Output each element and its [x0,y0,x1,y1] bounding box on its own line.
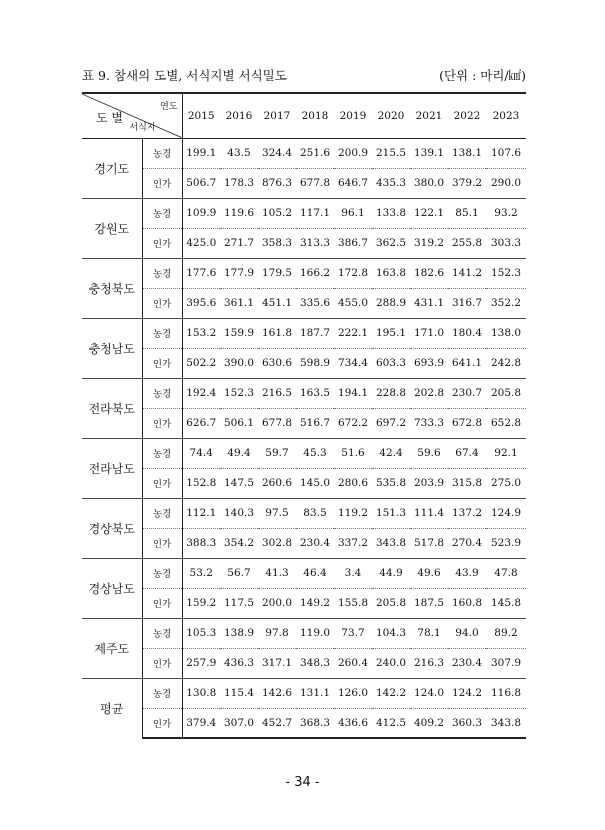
habitat-type: 농경 [142,618,182,648]
density-value: 145.8 [486,588,526,618]
density-value: 141.2 [448,258,486,288]
table-row [82,198,526,228]
density-value: 112.1 [182,498,220,528]
density-value: 124.0 [410,678,448,708]
density-value: 44.9 [372,558,410,588]
density-value: 116.8 [486,678,526,708]
density-value: 652.8 [486,408,526,438]
region-name: 충청남도 [82,318,142,378]
density-value: 260.6 [258,468,296,498]
density-value: 734.4 [334,348,372,378]
density-value: 97.8 [258,618,296,648]
density-value: 205.8 [486,378,526,408]
table-row [82,138,526,168]
density-value: 435.3 [372,168,410,198]
density-value: 303.3 [486,228,526,258]
density-value: 163.5 [296,378,334,408]
header-corner-cell [82,93,182,138]
habitat-type: 인가 [142,588,182,618]
density-value: 177.6 [182,258,220,288]
density-value: 200.0 [258,588,296,618]
density-value: 111.4 [410,498,448,528]
density-value: 117.1 [296,198,334,228]
density-value: 85.1 [448,198,486,228]
density-value: 523.9 [486,528,526,558]
density-value: 379.4 [182,708,220,738]
table-row [82,528,526,558]
table-row [82,288,526,318]
region-name: 강원도 [82,198,142,258]
density-value: 380.0 [410,168,448,198]
density-value: 161.8 [258,318,296,348]
habitat-type: 농경 [142,498,182,528]
density-value: 288.9 [372,288,410,318]
density-value: 49.6 [410,558,448,588]
habitat-type: 농경 [142,138,182,168]
density-value: 516.7 [296,408,334,438]
habitat-header-label: 서식지 [129,122,156,133]
density-value: 390.0 [220,348,258,378]
row-header-label: 도 별 [96,111,123,125]
region-name: 제주도 [82,618,142,678]
density-value: 41.3 [258,558,296,588]
density-value: 598.9 [296,348,334,378]
habitat-type: 인가 [142,348,182,378]
density-value: 117.5 [220,588,258,618]
density-value: 343.8 [372,528,410,558]
density-value: 409.2 [410,708,448,738]
density-value: 354.2 [220,528,258,558]
density-value: 124.9 [486,498,526,528]
table-row [82,678,526,708]
density-value: 222.1 [334,318,372,348]
density-value: 74.4 [182,438,220,468]
density-value: 160.8 [448,588,486,618]
density-value: 97.5 [258,498,296,528]
density-value: 163.8 [372,258,410,288]
density-value: 133.8 [372,198,410,228]
density-value: 187.7 [296,318,334,348]
density-value: 360.3 [448,708,486,738]
density-value: 166.2 [296,258,334,288]
density-value: 3.4 [334,558,372,588]
habitat-type: 인가 [142,168,182,198]
density-value: 425.0 [182,228,220,258]
year-header: 2015 [182,93,220,138]
density-value: 159.2 [182,588,220,618]
density-value: 89.2 [486,618,526,648]
density-value: 104.3 [372,618,410,648]
habitat-type: 농경 [142,678,182,708]
density-value: 92.1 [486,438,526,468]
density-value: 316.7 [448,288,486,318]
density-table [82,92,526,739]
density-value: 83.5 [296,498,334,528]
table-row [82,318,526,348]
density-value: 641.1 [448,348,486,378]
region-name: 경기도 [82,138,142,198]
density-value: 43.9 [448,558,486,588]
table-unit: (단위 : 마리/㎢) [439,68,526,83]
density-value: 59.7 [258,438,296,468]
density-value: 255.8 [448,228,486,258]
density-value: 630.6 [258,348,296,378]
density-value: 361.1 [220,288,258,318]
habitat-type: 인가 [142,468,182,498]
density-value: 149.2 [296,588,334,618]
density-value: 56.7 [220,558,258,588]
habitat-type: 농경 [142,438,182,468]
density-value: 180.4 [448,318,486,348]
density-value: 67.4 [448,438,486,468]
density-value: 230.4 [296,528,334,558]
region-name: 평균 [82,678,142,738]
density-value: 93.2 [486,198,526,228]
density-value: 53.2 [182,558,220,588]
table-caption [82,65,526,85]
density-value: 139.1 [410,138,448,168]
density-value: 115.4 [220,678,258,708]
density-value: 697.2 [372,408,410,438]
density-value: 452.7 [258,708,296,738]
density-value: 646.7 [334,168,372,198]
density-value: 147.5 [220,468,258,498]
density-value: 436.6 [334,708,372,738]
table-row [82,648,526,678]
density-value: 412.5 [372,708,410,738]
table-row [82,588,526,618]
density-value: 502.2 [182,348,220,378]
density-value: 260.4 [334,648,372,678]
density-value: 138.9 [220,618,258,648]
density-value: 876.3 [258,168,296,198]
density-value: 436.3 [220,648,258,678]
year-header: 2016 [220,93,258,138]
habitat-type: 인가 [142,228,182,258]
habitat-type: 인가 [142,528,182,558]
year-header: 2023 [486,93,526,138]
habitat-type: 농경 [142,198,182,228]
density-value: 122.1 [410,198,448,228]
density-value: 152.8 [182,468,220,498]
table-row [82,558,526,588]
density-value: 693.9 [410,348,448,378]
table-row [82,468,526,498]
density-value: 535.8 [372,468,410,498]
density-value: 271.7 [220,228,258,258]
habitat-type: 인가 [142,288,182,318]
table-row [82,708,526,738]
density-value: 203.9 [410,468,448,498]
density-value: 275.0 [486,468,526,498]
density-value: 216.3 [410,648,448,678]
region-name: 전라남도 [82,438,142,498]
density-value: 215.5 [372,138,410,168]
density-value: 290.0 [486,168,526,198]
year-header: 2022 [448,93,486,138]
density-value: 119.2 [334,498,372,528]
density-value: 78.1 [410,618,448,648]
table-row [82,228,526,258]
density-value: 159.9 [220,318,258,348]
density-value: 270.4 [448,528,486,558]
table-title: 표 9. 참새의 도별, 서식지별 서식밀도 [82,68,287,83]
density-value: 337.2 [334,528,372,558]
density-value: 130.8 [182,678,220,708]
density-value: 182.6 [410,258,448,288]
habitat-type: 농경 [142,378,182,408]
density-value: 155.8 [334,588,372,618]
density-value: 672.8 [448,408,486,438]
density-value: 358.3 [258,228,296,258]
density-value: 43.5 [220,138,258,168]
density-value: 179.5 [258,258,296,288]
density-value: 145.0 [296,468,334,498]
table-row [82,378,526,408]
density-value: 677.8 [258,408,296,438]
density-value: 194.1 [334,378,372,408]
density-value: 451.1 [258,288,296,318]
density-value: 733.3 [410,408,448,438]
density-value: 317.1 [258,648,296,678]
density-value: 119.6 [220,198,258,228]
density-value: 388.3 [182,528,220,558]
density-value: 119.0 [296,618,334,648]
year-header: 2020 [372,93,410,138]
density-value: 352.2 [486,288,526,318]
region-name: 경상북도 [82,498,142,558]
density-value: 368.3 [296,708,334,738]
density-value: 47.8 [486,558,526,588]
density-value: 138.0 [486,318,526,348]
table-body [82,138,526,738]
density-value: 230.4 [448,648,486,678]
table-row [82,498,526,528]
density-value: 506.1 [220,408,258,438]
density-value: 200.9 [334,138,372,168]
density-value: 151.3 [372,498,410,528]
density-value: 319.2 [410,228,448,258]
density-value: 455.0 [334,288,372,318]
density-value: 124.2 [448,678,486,708]
density-value: 251.6 [296,138,334,168]
density-value: 153.2 [182,318,220,348]
density-value: 42.4 [372,438,410,468]
density-value: 348.3 [296,648,334,678]
density-value: 49.4 [220,438,258,468]
header-row [82,93,526,138]
density-value: 517.8 [410,528,448,558]
density-value: 379.2 [448,168,486,198]
density-value: 199.1 [182,138,220,168]
density-value: 96.1 [334,198,372,228]
density-value: 187.5 [410,588,448,618]
density-value: 105.2 [258,198,296,228]
habitat-type: 인가 [142,708,182,738]
table-row [82,438,526,468]
table-row [82,258,526,288]
density-value: 506.7 [182,168,220,198]
density-value: 307.9 [486,648,526,678]
density-value: 59.6 [410,438,448,468]
year-header: 2021 [410,93,448,138]
year-header: 2017 [258,93,296,138]
density-value: 105.3 [182,618,220,648]
density-value: 603.3 [372,348,410,378]
density-value: 240.0 [372,648,410,678]
density-value: 140.3 [220,498,258,528]
density-value: 152.3 [486,258,526,288]
density-value: 677.8 [296,168,334,198]
density-value: 230.7 [448,378,486,408]
year-header: 2018 [296,93,334,138]
density-value: 138.1 [448,138,486,168]
density-value: 395.6 [182,288,220,318]
density-value: 228.8 [372,378,410,408]
table-row [82,618,526,648]
density-value: 313.3 [296,228,334,258]
density-value: 73.7 [334,618,372,648]
habitat-type: 농경 [142,558,182,588]
density-value: 171.0 [410,318,448,348]
habitat-type: 인가 [142,648,182,678]
density-value: 94.0 [448,618,486,648]
density-value: 131.1 [296,678,334,708]
habitat-type: 농경 [142,258,182,288]
density-value: 626.7 [182,408,220,438]
habitat-type: 인가 [142,408,182,438]
density-value: 315.8 [448,468,486,498]
density-value: 152.3 [220,378,258,408]
region-name: 전라북도 [82,378,142,438]
density-value: 280.6 [334,468,372,498]
region-name: 충청북도 [82,258,142,318]
density-value: 172.8 [334,258,372,288]
density-value: 46.4 [296,558,334,588]
density-value: 343.8 [486,708,526,738]
density-value: 142.2 [372,678,410,708]
density-value: 137.2 [448,498,486,528]
table-row [82,408,526,438]
density-value: 142.6 [258,678,296,708]
density-value: 307.0 [220,708,258,738]
density-value: 302.8 [258,528,296,558]
habitat-type: 농경 [142,318,182,348]
year-header: 2019 [334,93,372,138]
density-value: 386.7 [334,228,372,258]
page-number: - 34 - [285,775,320,790]
density-value: 109.9 [182,198,220,228]
density-value: 205.8 [372,588,410,618]
density-value: 216.5 [258,378,296,408]
region-name: 경상남도 [82,558,142,618]
density-value: 195.1 [372,318,410,348]
density-value: 45.3 [296,438,334,468]
density-value: 51.6 [334,438,372,468]
density-value: 192.4 [182,378,220,408]
table-row [82,348,526,378]
density-value: 335.6 [296,288,334,318]
table-row [82,168,526,198]
density-value: 178.3 [220,168,258,198]
density-value: 431.1 [410,288,448,318]
year-header-label: 연도 [160,102,178,112]
density-value: 126.0 [334,678,372,708]
density-value: 672.2 [334,408,372,438]
density-value: 177.9 [220,258,258,288]
density-value: 107.6 [486,138,526,168]
density-value: 362.5 [372,228,410,258]
density-value: 324.4 [258,138,296,168]
density-value: 242.8 [486,348,526,378]
density-value: 257.9 [182,648,220,678]
density-value: 202.8 [410,378,448,408]
